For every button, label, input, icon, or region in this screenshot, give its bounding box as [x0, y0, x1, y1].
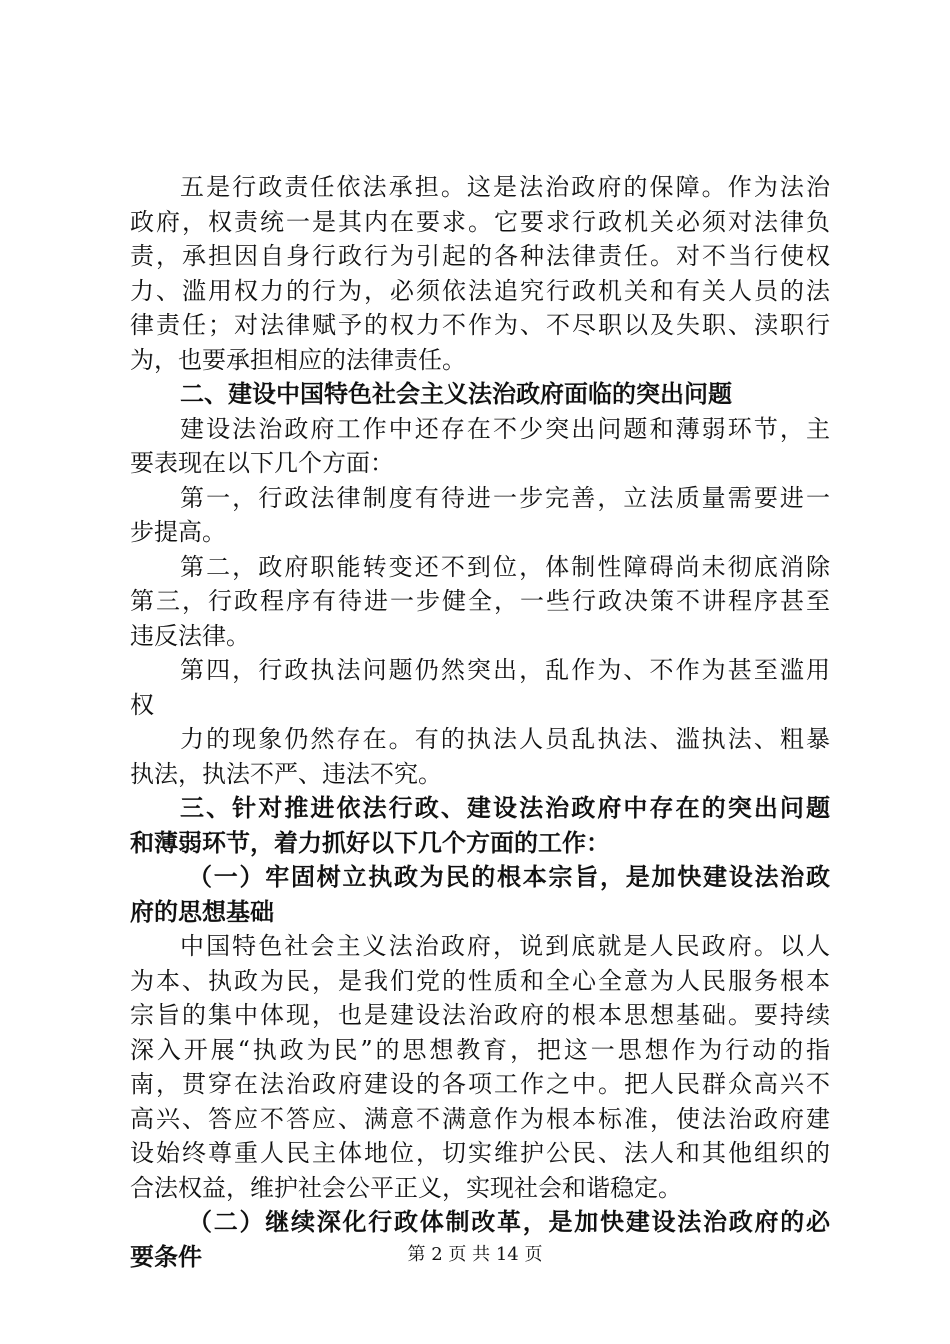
text-line: 和薄弱环节，着力抓好以下几个方面的工作：	[130, 828, 610, 857]
text-line: 力的现象仍然存在。有的执法人员乱执法、滥执法、粗暴	[180, 725, 830, 753]
document-body	[130, 170, 830, 1274]
text-line: 第一，行政法律制度有待进一步完善，立法质量需要进一	[180, 483, 830, 512]
text-line: 宗旨的集中体现，也是建设法治政府的根本思想基础。要持续	[130, 1001, 830, 1029]
text-line: 要表现在以下几个方面：	[130, 449, 394, 477]
text-line: 为，也要承担相应的法律责任。	[130, 345, 466, 374]
page-footer: 第 2 页 共 14 页	[407, 1244, 543, 1265]
text-line: 违反法律。	[130, 621, 250, 650]
text-line: 律责任；对法律赋予的权力不作为、不尽职以及失职、渎职行	[130, 311, 830, 339]
text-line: 政府，权责统一是其内在要求。它要求行政机关必须对法律负	[130, 207, 830, 236]
text-line: 二、建设中国特色社会主义法治政府面临的突出问题	[180, 380, 732, 408]
text-line: 深入开展“执政为民”的思想教育，把这一思想作为行动的指	[130, 1035, 830, 1064]
text-line: （一）牢固树立执政为民的根本宗旨，是加快建设法治政	[188, 863, 830, 891]
text-line: 权	[130, 690, 154, 719]
text-line: 建设法治政府工作中还存在不少突出问题和薄弱环节，主	[180, 414, 830, 443]
text-line: 高兴、答应不答应、满意不满意作为根本标准，使法治政府建	[130, 1104, 830, 1133]
text-line: 南，贯穿在法治政府建设的各项工作之中。把人民群众高兴不	[130, 1070, 830, 1098]
text-line: 步提高。	[130, 518, 226, 546]
text-line: 要条件	[130, 1242, 202, 1271]
text-line: 府的思想基础	[130, 897, 274, 926]
text-line: 力、滥用权力的行为，必须依法追究行政机关和有关人员的法	[130, 276, 830, 305]
text-line: 第三，行政程序有待进一步健全，一些行政决策不讲程序甚至	[130, 587, 830, 615]
text-line: 第二，政府职能转变还不到位，体制性障碍尚未彻底消除	[180, 552, 830, 581]
text-line: 中国特色社会主义法治政府，说到底就是人民政府。以人	[180, 932, 830, 960]
text-line: （二）继续深化行政体制改革，是加快建设法治政府的必	[188, 1208, 830, 1236]
text-line: 第四，行政执法问题仍然突出，乱作为、不作为甚至滥用	[180, 656, 830, 684]
text-line: 责，承担因自身行政行为引起的各种法律责任。对不当行使权	[130, 242, 830, 270]
text-line: 设始终尊重人民主体地位，切实维护公民、法人和其他组织的	[130, 1139, 830, 1167]
text-line: 执法，执法不严、违法不究。	[130, 759, 442, 788]
text-line: 三、针对推进依法行政、建设法治政府中存在的突出问题	[180, 794, 830, 822]
text-line: 为本、执政为民，是我们党的性质和全心全意为人民服务根本	[130, 966, 830, 995]
text-line: 合法权益，维护社会公平正义，实现社会和谐稳定。	[130, 1173, 682, 1202]
text-line: 五是行政责任依法承担。这是法治政府的保障。作为法治	[180, 173, 830, 201]
